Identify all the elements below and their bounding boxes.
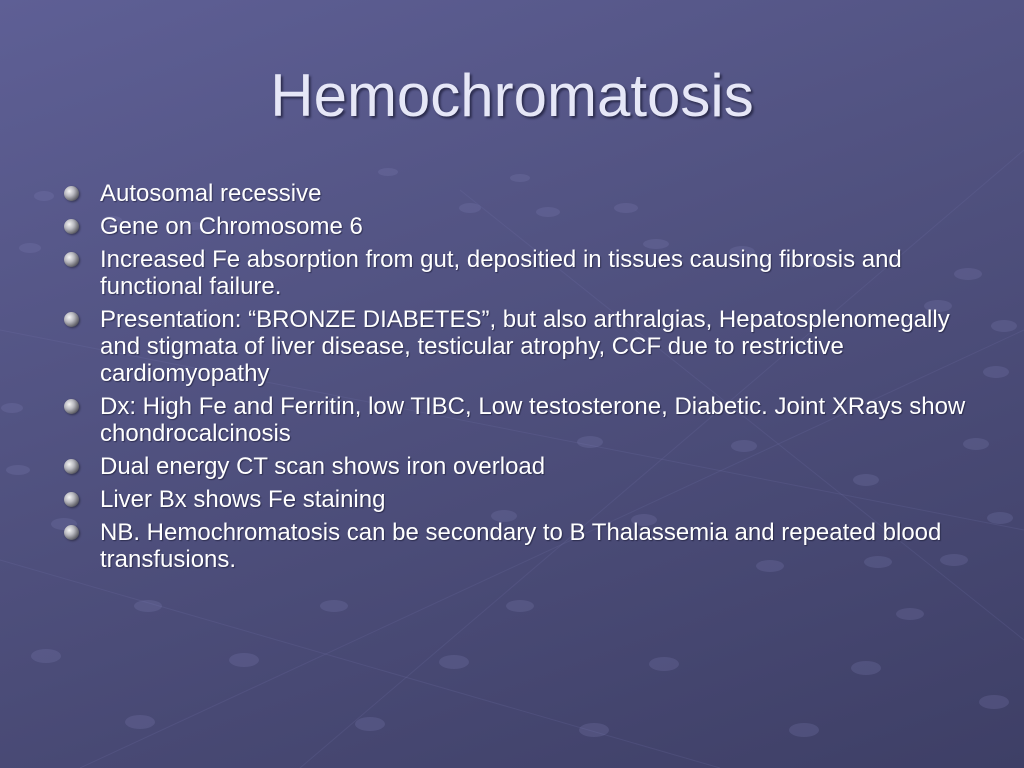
sphere-bullet-icon [64,219,79,234]
bullet-item [64,180,974,207]
bullet-item [64,213,974,240]
bullet-text: Autosomal recessive [100,180,322,207]
bullet-text: Presentation: “BRONZE DIABETES”, but also arthralgias, Hepatosplenomegally and stigmata of liver disease, testicular atrophy, CCF due to restrictive cardiomyopathy [100,306,950,387]
bullet-item [64,306,974,387]
sphere-bullet-icon [64,399,79,414]
bullet-text: Increased Fe absorption from gut, depositied in tissues causing fibrosis and functional failure. [100,246,902,300]
bullet-text: Liver Bx shows Fe staining [100,486,386,513]
sphere-bullet-icon [64,252,79,267]
bullet-item [64,453,974,480]
bullet-list [64,180,974,579]
bullet-item [64,486,974,513]
bullet-text: Dual energy CT scan shows iron overload [100,453,546,480]
sphere-bullet-icon [64,186,79,201]
bullet-item [64,393,974,447]
bullet-item [64,519,974,573]
sphere-bullet-icon [64,492,79,507]
sphere-bullet-icon [64,312,79,327]
sphere-bullet-icon [64,459,79,474]
sphere-bullet-icon [64,525,79,540]
slide-title: Hemochromatosis [270,62,754,129]
bullet-text: NB. Hemochromatosis can be secondary to B Thalassemia and repeated blood transfusions. [100,519,942,573]
bullet-item [64,246,974,300]
bullet-text: Dx: High Fe and Ferritin, low TIBC, Low testosterone, Diabetic. Joint XRays show chondrocalcinosis [100,393,966,447]
bullet-text: Gene on Chromosome 6 [100,213,363,240]
